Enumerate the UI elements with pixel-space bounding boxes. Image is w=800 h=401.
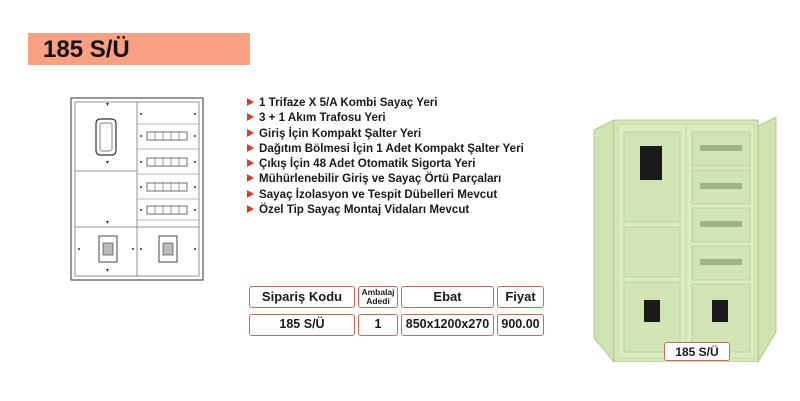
bullet-icon xyxy=(247,205,254,213)
feature-item: Giriş İçin Kompakt Şalter Yeri xyxy=(247,126,524,141)
feature-item: Sayaç İzolasyon ve Tespit Dübelleri Mevcut xyxy=(247,187,524,202)
feature-item: 3 + 1 Akım Trafosu Yeri xyxy=(247,110,524,125)
feature-item: 1 Trifaze X 5/A Kombi Sayaç Yeri xyxy=(247,95,524,110)
feature-list xyxy=(247,95,524,217)
feature-item: Çıkış İçin 48 Adet Otomatik Sigorta Yeri xyxy=(247,156,524,171)
bullet-icon xyxy=(247,129,254,137)
panel-schematic-drawing xyxy=(70,97,204,281)
package-count-value: 1 xyxy=(358,314,398,336)
bullet-icon xyxy=(247,144,254,152)
bullet-icon xyxy=(247,98,254,106)
header-price: Fiyat xyxy=(497,286,544,308)
cabinet-product-image xyxy=(588,112,778,362)
header-package-count: Ambalaj Adedi xyxy=(358,286,398,308)
feature-item: Özel Tip Sayaç Montaj Vidaları Mevcut xyxy=(247,202,524,217)
bullet-icon xyxy=(247,174,254,182)
order-code-value: 185 S/Ü xyxy=(249,314,355,336)
bullet-icon xyxy=(247,113,254,121)
page-title: 185 S/Ü xyxy=(43,36,130,63)
feature-item: Mühürlenebilir Giriş ve Sayaç Örtü Parçaları xyxy=(247,171,524,186)
bullet-icon xyxy=(247,159,254,167)
price-value: 900.00 xyxy=(497,314,544,336)
header-order-code: Sipariş Kodu xyxy=(249,286,355,308)
product-caption: 185 S/Ü xyxy=(664,342,730,361)
header-size: Ebat xyxy=(401,286,494,308)
feature-item: Dağıtım Bölmesi İçin 1 Adet Kompakt Şalter Yeri xyxy=(247,141,524,156)
size-value: 850x1200x270 xyxy=(401,314,494,336)
title-bar xyxy=(28,33,250,65)
bullet-icon xyxy=(247,190,254,198)
